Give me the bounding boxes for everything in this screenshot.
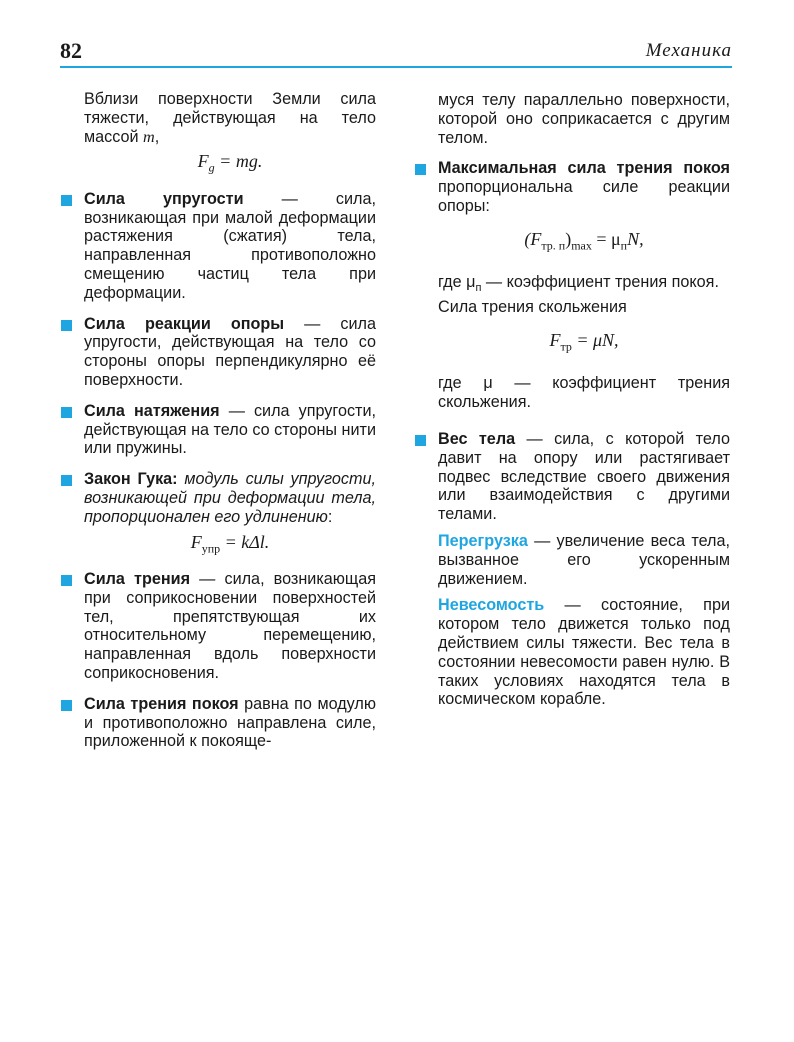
- bullet-square-icon: [415, 164, 426, 175]
- formula-max-tail: N,: [627, 228, 644, 249]
- definition-end: :: [327, 507, 333, 526]
- formula-sliding: [438, 331, 730, 356]
- where-mu-sliding: где μ — коэффициент трения скольжения.: [438, 374, 730, 412]
- definition-text: — сила, с которой тело давит на опору или растягивает подвес вследствие своего движения или взаимодействия с другими телами.: [438, 429, 730, 524]
- intro-paragraph: [84, 90, 376, 146]
- term-weightlessness: Невесомость: [438, 596, 545, 615]
- bullet-square-icon: [61, 575, 72, 586]
- definition-text: — сила упругости, действующая на тело со стороны опоры перпендикулярно её поверхности.: [84, 314, 376, 389]
- left-column: [84, 90, 376, 763]
- definition-text: равна по модулю и противоположно направлена силе, приложенной к покояще-: [84, 694, 376, 751]
- term-label: Сила реакции опоры: [84, 314, 285, 333]
- item-hooke-law: [84, 470, 376, 526]
- item-normal-force: [84, 315, 376, 390]
- where-mu-static-sub: п: [475, 282, 482, 295]
- bullet-square-icon: [61, 700, 72, 711]
- item-body-weight: [438, 430, 730, 524]
- term-label: Сила натяжения: [84, 401, 220, 420]
- bullet-square-icon: [61, 407, 72, 418]
- weightlessness-paragraph: [438, 596, 730, 709]
- definition-text: — сила, возникающая при малой деформации растяжения (сжатия) тела, направленная противоположно смещению частиц тела при деформации.: [84, 189, 377, 302]
- formula-gravity-lhs: F: [197, 151, 209, 172]
- definition-text: — сила упругости, действующая на тело со стороны нити или пружины.: [84, 401, 376, 458]
- formula-max-close: ): [565, 228, 572, 249]
- formula-gravity: [84, 152, 376, 177]
- where-mu-static: [438, 273, 730, 298]
- formula-gravity-rhs: = mg.: [214, 151, 263, 172]
- formula-hooke-sub: упр: [201, 541, 221, 556]
- header-rule: [60, 66, 732, 68]
- bullet-square-icon: [415, 435, 426, 446]
- formula-max-sub2: max: [571, 238, 592, 253]
- item-static-friction: [84, 695, 376, 751]
- term-label: Вес тела: [438, 429, 516, 448]
- term-label: Сила трения: [84, 569, 191, 588]
- formula-hooke: [84, 533, 376, 558]
- where-mu-static-rest: — коэффициент трения покоя.: [481, 273, 719, 292]
- bullet-square-icon: [61, 475, 72, 486]
- term-label: Сила упругости: [84, 189, 244, 208]
- section-title: Механика: [645, 40, 732, 61]
- formula-max-sub3: п: [620, 238, 628, 253]
- sliding-friction-label: Сила трения скольжения: [438, 298, 627, 317]
- bullet-square-icon: [61, 320, 72, 331]
- item-elastic-force: [84, 190, 376, 303]
- definition-text: пропорциональна силе реакции опоры:: [438, 178, 730, 215]
- definition-text: — состояние, при котором тело движется только под действием силы тяжести. Вес тела в состоянии невесомости равен нулю. В таких условиях находятся тела в космическом корабле.: [438, 596, 730, 709]
- formula-max-static: [438, 230, 730, 255]
- definition-text: модуль силы упругости, возникающей при деформации тела, пропорционален его удлинению: [84, 470, 376, 526]
- formula-gravity-sub: g: [208, 160, 215, 175]
- term-label: Сила трения покоя: [84, 694, 239, 713]
- formula-max-rhs: = μ: [591, 228, 621, 249]
- definition-text: — увеличение веса тела, вызванное его ускоренным движением.: [438, 531, 730, 588]
- formula-sliding-sub: тр: [560, 339, 572, 354]
- page-header: [60, 38, 732, 66]
- intro-text: Вблизи поверхности Земли сила тяжести, действующая на тело массой: [84, 90, 376, 146]
- mass-variable: m: [143, 127, 155, 146]
- term-label: Максимальная сила трения покоя: [438, 159, 730, 178]
- formula-hooke-lhs: F: [190, 531, 202, 552]
- formula-sliding-lhs: F: [549, 330, 561, 350]
- continuation-text: муся телу параллельно поверхности, которой оно соприкасается с другим телом.: [438, 91, 730, 147]
- right-column: [438, 91, 730, 709]
- term-overload: Перегрузка: [438, 531, 528, 550]
- intro-end: ,: [154, 127, 160, 146]
- term-label: Закон Гука:: [84, 470, 178, 489]
- item-tension-force: [84, 402, 376, 458]
- formula-max-sub: тр. п: [541, 238, 566, 253]
- overload-paragraph: [438, 532, 730, 588]
- item-friction-force: [84, 570, 376, 683]
- formula-sliding-rhs: = μN,: [571, 330, 619, 350]
- item-max-static-friction: [438, 159, 730, 215]
- where-mu-static-text: где μ: [438, 273, 476, 292]
- bullet-square-icon: [61, 195, 72, 206]
- definition-text: — сила, возникающая при соприкосновении поверхностей тел, препятствующая их относительному перемещению, направленная вдоль поверхности соприкосновения.: [84, 569, 376, 682]
- page-number: 82: [60, 38, 82, 63]
- formula-hooke-rhs: = kΔl.: [220, 531, 270, 552]
- formula-max-open: (F: [524, 228, 542, 249]
